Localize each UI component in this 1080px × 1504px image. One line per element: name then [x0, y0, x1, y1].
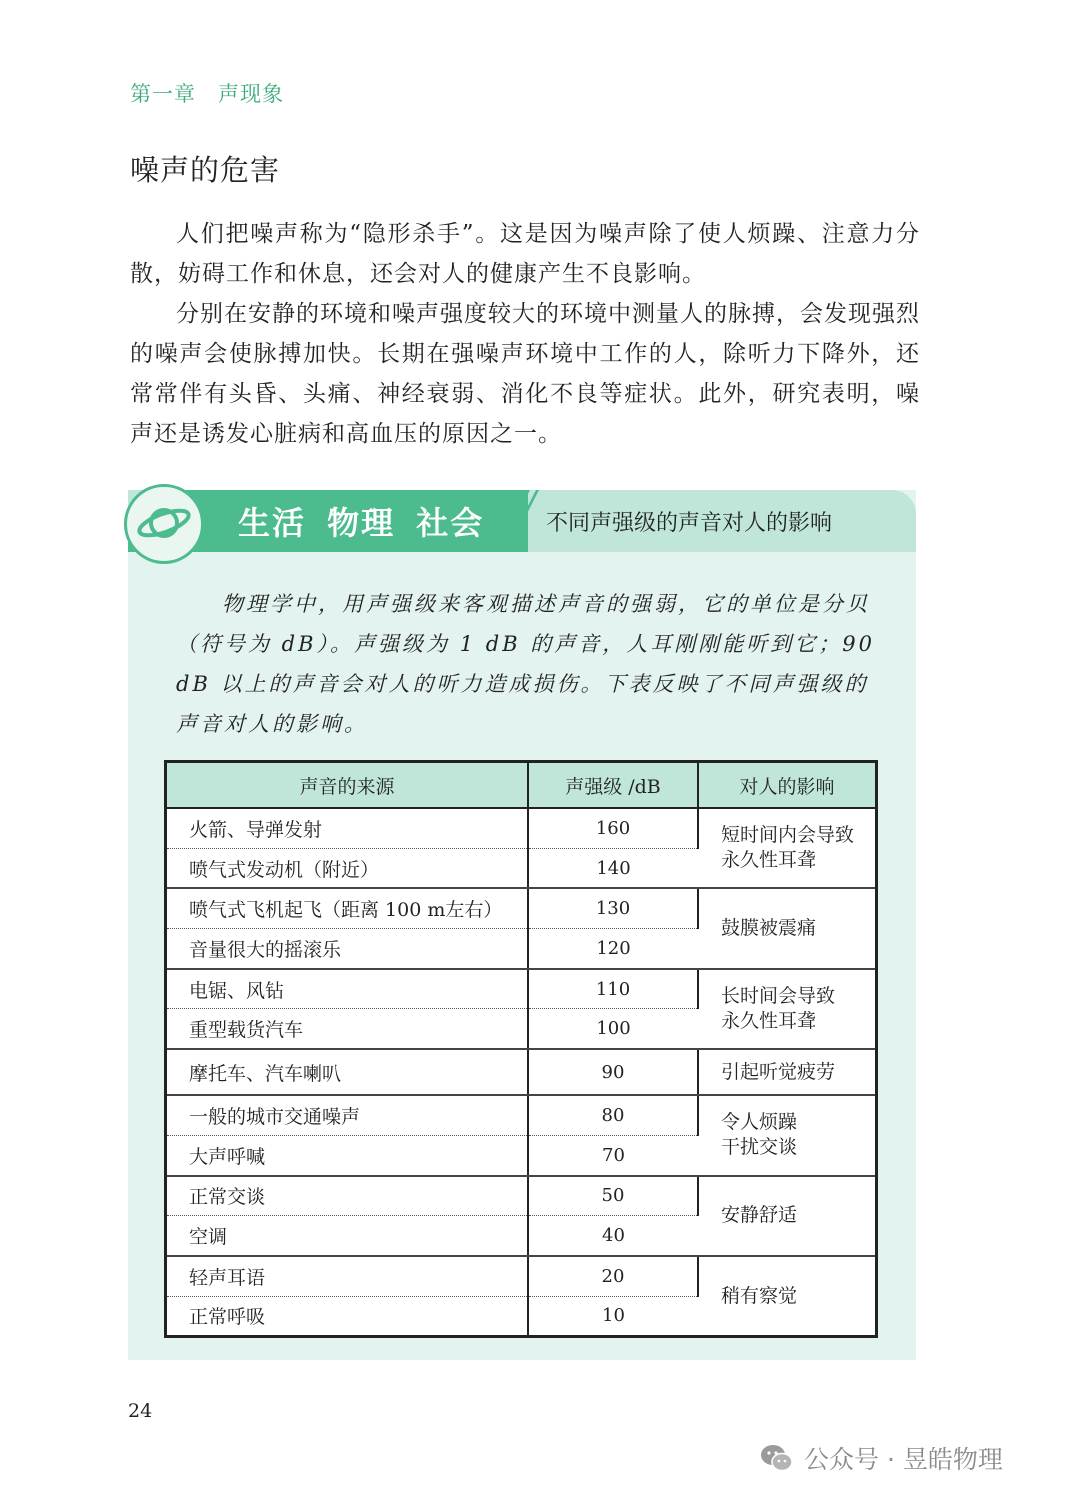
planet-icon [124, 484, 204, 564]
chapter-title: 声现象 [218, 82, 284, 106]
row-db: 120 [528, 929, 698, 969]
header-effect: 对人的影响 [698, 762, 877, 809]
row-source: 喷气式发动机（附近） [166, 848, 529, 888]
row-source: 重型载货汽车 [166, 1009, 529, 1049]
effect-line: 稍有察觉 [721, 1284, 798, 1307]
header-db: 声强级 /dB [528, 762, 698, 809]
wechat-icon [760, 1443, 794, 1473]
row-effect [698, 1176, 877, 1256]
box-header [128, 490, 916, 552]
table-row [166, 1095, 877, 1135]
table-row [166, 969, 877, 1009]
page-number: 24 [128, 1400, 153, 1422]
section-title: 噪声的危害 [130, 153, 281, 187]
row-db: 100 [528, 1009, 698, 1049]
effect-line: 永久性耳聋 [721, 849, 817, 872]
row-source: 正常呼吸 [166, 1296, 529, 1337]
row-effect [698, 1256, 877, 1337]
effect-line: 永久性耳聋 [721, 1009, 817, 1032]
body-paragraph-1: 人们把噪声称为“隐形杀手”。这是因为噪声除了使人烦躁、注意力分散，妨碍工作和休息，还会对人的健康产生不良影响。 [130, 221, 920, 287]
row-effect [698, 1049, 877, 1095]
table-row [166, 1176, 877, 1216]
row-source: 空调 [166, 1216, 529, 1256]
row-source: 电锯、风钻 [166, 969, 529, 1009]
header-source: 声音的来源 [166, 762, 529, 809]
box-text [176, 584, 876, 744]
row-source: 摩托车、汽车喇叭 [166, 1049, 529, 1095]
row-db: 160 [528, 808, 698, 848]
effect-line: 安静舒适 [721, 1204, 798, 1227]
sound-level-table [164, 760, 878, 1338]
table-row [166, 1256, 877, 1296]
row-db: 40 [528, 1216, 698, 1256]
row-db: 50 [528, 1176, 698, 1216]
effect-line: 引起听觉疲劳 [721, 1060, 836, 1083]
watermark-text: 公众号 · 昱皓物理 [804, 1445, 1003, 1474]
box-subtitle: 不同声强级的声音对人的影响 [546, 511, 833, 536]
row-db: 90 [528, 1049, 698, 1095]
row-db: 20 [528, 1256, 698, 1296]
row-source: 大声呼喊 [166, 1135, 529, 1175]
sidebar-box [128, 490, 916, 1360]
row-db: 110 [528, 969, 698, 1009]
box-label: 生活 物理 社会 [238, 504, 485, 542]
row-effect [698, 888, 877, 968]
row-source: 正常交谈 [166, 1176, 529, 1216]
table-row [166, 808, 877, 848]
row-db: 130 [528, 888, 698, 928]
row-source: 火箭、导弹发射 [166, 808, 529, 848]
effect-line: 令人烦躁 [721, 1111, 798, 1134]
effect-line: 干扰交谈 [721, 1136, 798, 1159]
row-db: 140 [528, 848, 698, 888]
table-row [166, 888, 877, 928]
row-effect [698, 969, 877, 1049]
table-row [166, 1049, 877, 1095]
box-paragraph: 物理学中，用声强级来客观描述声音的强弱，它的单位是分贝（符号为 dB）。声强级为 1 dB 的声音，人耳刚刚能听到它；90 dB 以上的声音会对人的听力造成损伤。下表反映了不同声强级的声音对人的影响。 [176, 592, 876, 736]
body-paragraph-2: 分别在安静的环境和噪声强度较大的环境中测量人的脉搏，会发现强烈的噪声会使脉搏加快。长期在强噪声环境中工作的人，除听力下降外，还常常伴有头昏、头痛、神经衰弱、消化不良等症状。此外，研究表明，噪声还是诱发心脏病和高血压的原因之一。 [130, 301, 920, 447]
watermark [760, 1440, 1003, 1476]
row-db: 80 [528, 1095, 698, 1135]
table-header-row [166, 762, 877, 809]
row-db: 10 [528, 1296, 698, 1337]
row-effect [698, 1095, 877, 1175]
row-source: 一般的城市交通噪声 [166, 1095, 529, 1135]
row-effect [698, 808, 877, 888]
body-text [130, 214, 920, 454]
row-source: 喷气式飞机起飞（距离 100 m左右） [166, 888, 529, 928]
row-source: 音量很大的摇滚乐 [166, 929, 529, 969]
chapter-header [130, 78, 284, 108]
effect-line: 鼓膜被震痛 [721, 917, 817, 940]
effect-line: 短时间内会导致 [721, 824, 855, 847]
row-db: 70 [528, 1135, 698, 1175]
row-source: 轻声耳语 [166, 1256, 529, 1296]
effect-line: 长时间会导致 [721, 984, 836, 1007]
chapter-number: 第一章 [130, 82, 196, 106]
